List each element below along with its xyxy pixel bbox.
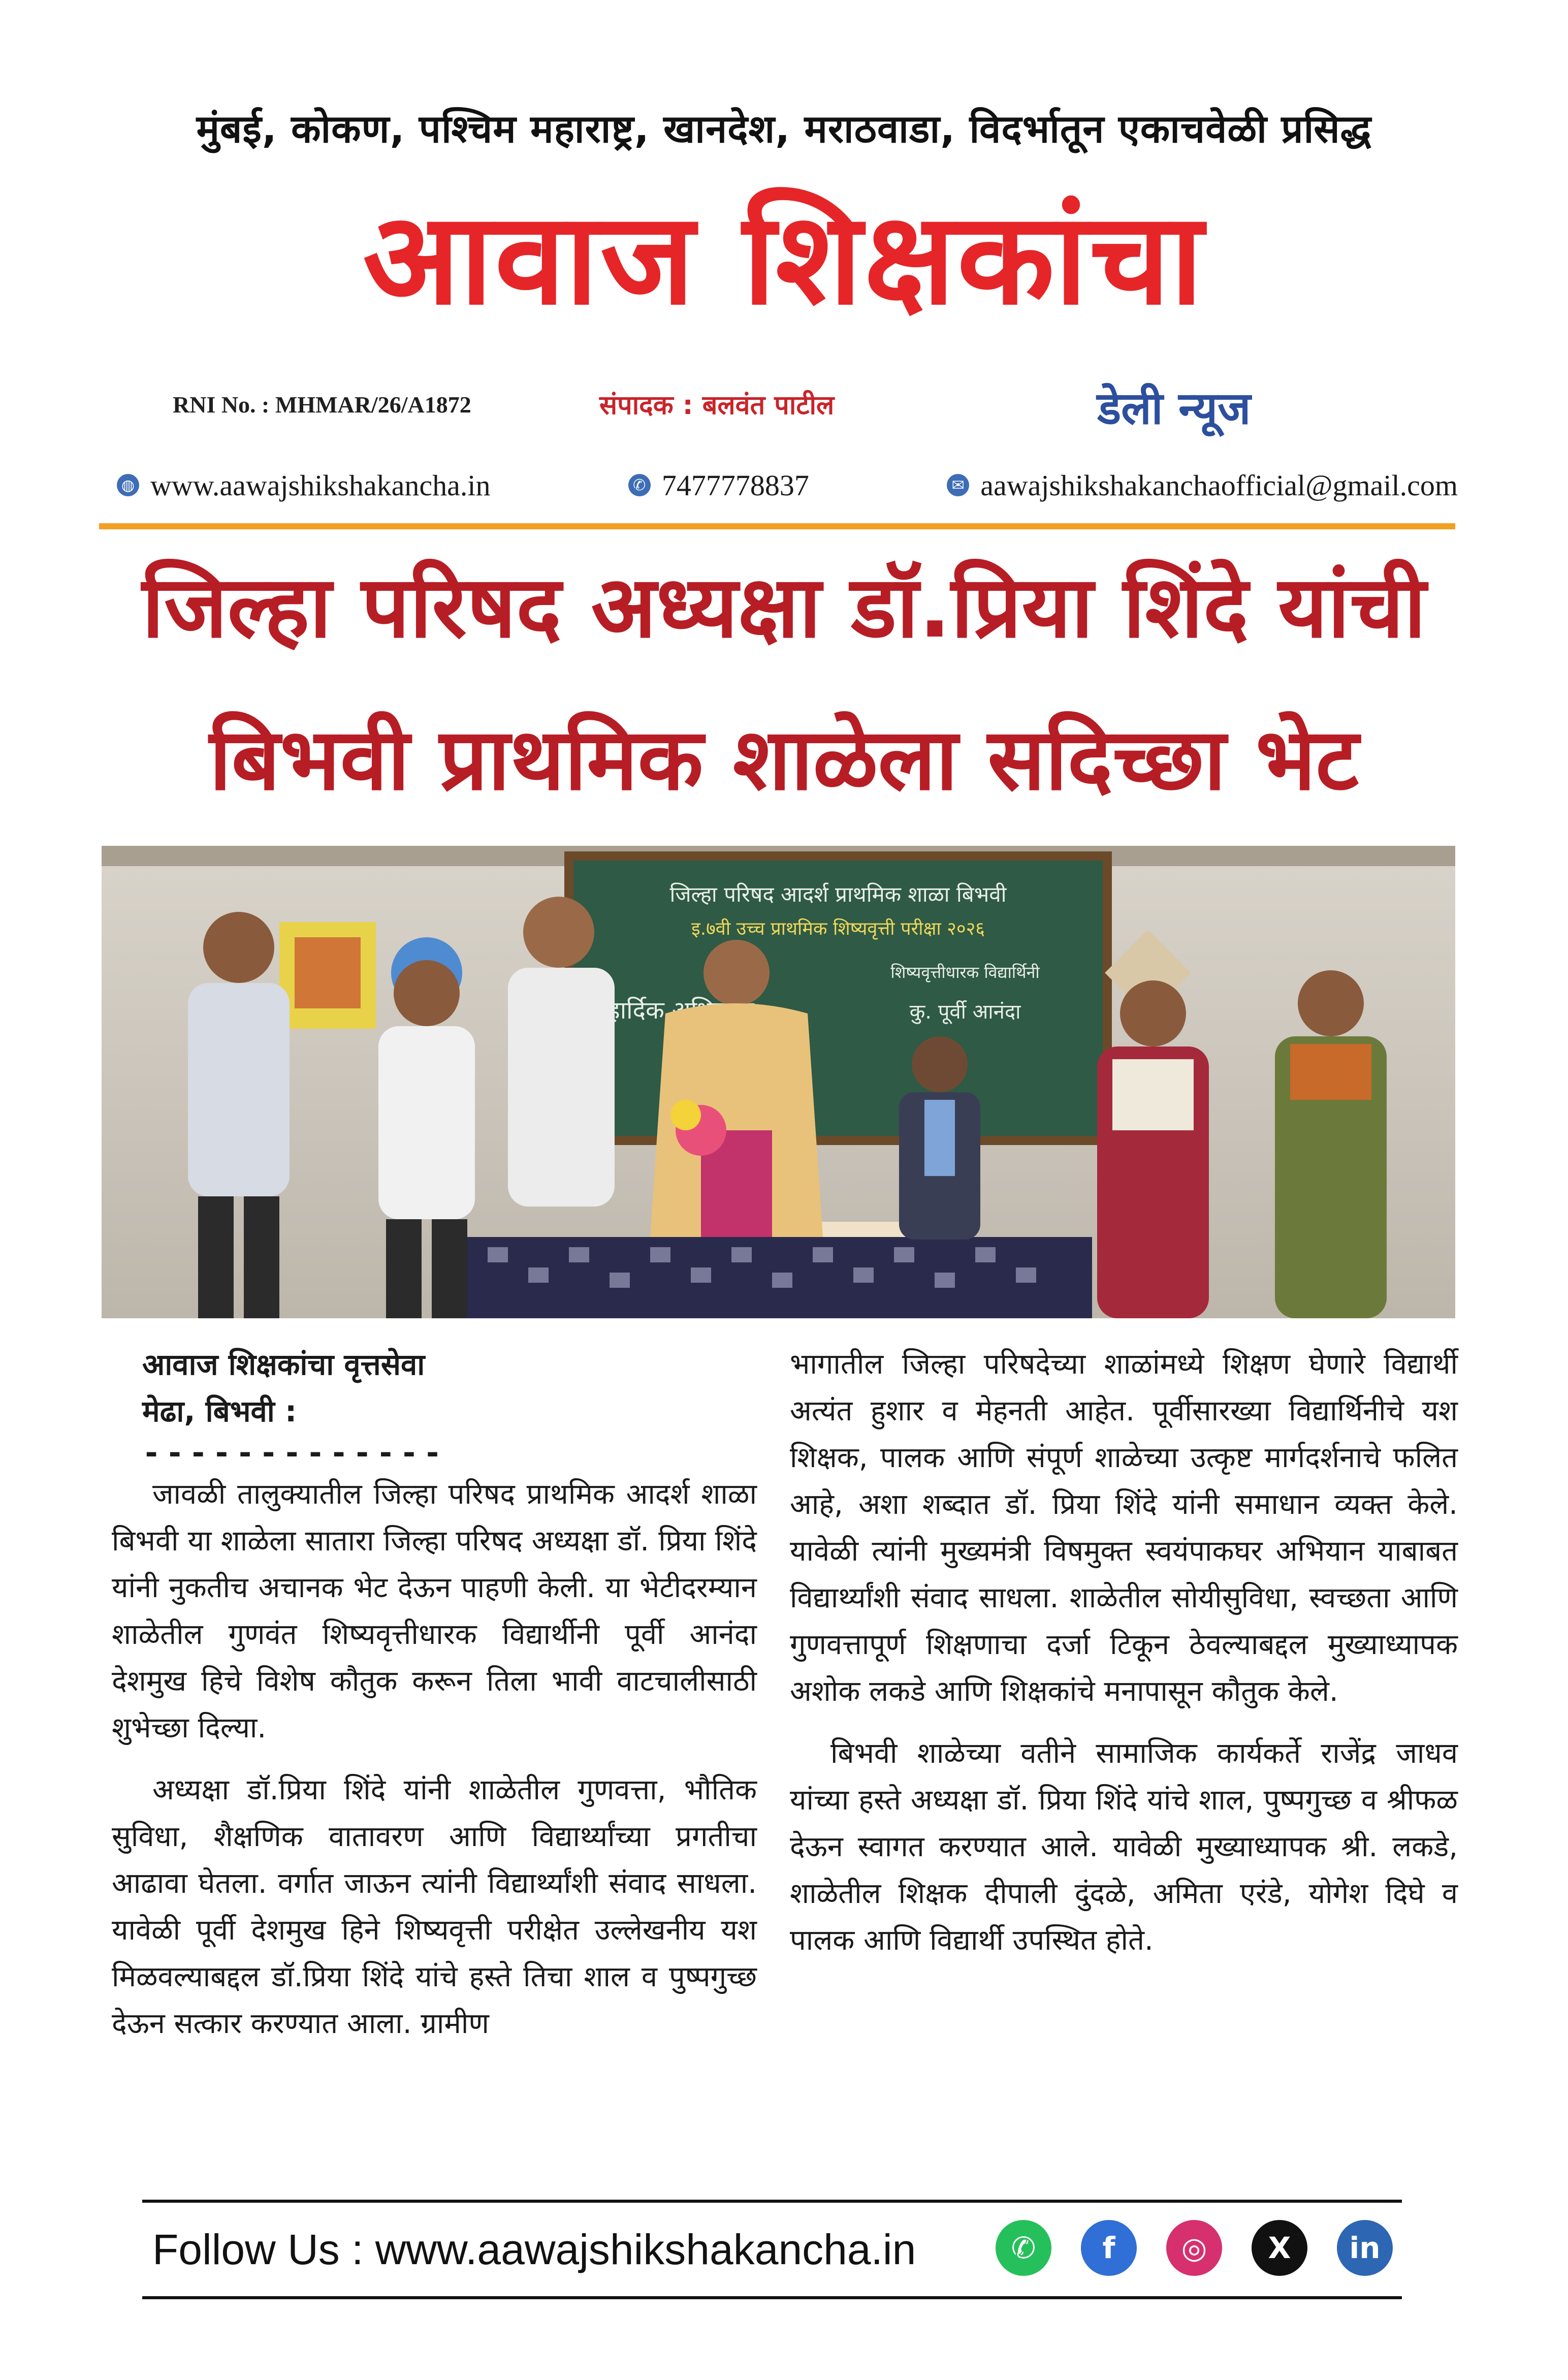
footer-rule-bottom xyxy=(142,2296,1402,2299)
paragraph-3: भागातील जिल्हा परिषदेच्या शाळांमध्ये शिक्षण घेणारे विद्यार्थी अत्यंत हुशार व मेहनती आहेत. पूर्वीसारख्या विद्यार्थिनीचे यश शिक्षक, पालक आणि संपूर्ण शाळेच्या उत्कृष्ट मार्गदर्शनाचे फलित आहे, अशा शब्दात डॉ. प्रिया शिंदे यांनी समाधान व्यक्त केले. यावेळी त्यांनी मुख्यमंत्री विषमुक्त स्वयंपाकघर अभियान याबाबत विद्यार्थ्यांशी संवाद साधला. शाळेतील सोयीसुविधा, स्वच्छता आणि गुणवत्तापूर्ण शिक्षणाचा दर्जा टिकून ठेवल्याबद्दल मुख्याध्यापक अशोक लकडे आणि शिक्षकांचे मनापासून कौतुक केले. xyxy=(790,1348,1458,1708)
masthead-title: आवाज शिक्षकांचा xyxy=(363,185,1205,333)
headline-line-2: बिभवी प्राथमिक शाळेला सदिच्छा भेट xyxy=(209,710,1359,809)
board-line-1: जिल्हा परिषद आदर्श प्राथमिक शाळा बिभवी xyxy=(669,882,1007,907)
phone-link[interactable] xyxy=(628,468,809,502)
board-line-5: कु. पूर्वी आनंदा xyxy=(909,1000,1021,1024)
phone-icon: ✆ xyxy=(628,474,651,496)
website-link[interactable] xyxy=(117,468,490,502)
footer-rule-top xyxy=(142,2200,1402,2203)
paragraph-1: जावळी तालुक्यातील जिल्हा परिषद प्राथमिक आदर्श शाळा बिभवी या शाळेला सातारा जिल्हा परिषद अध्यक्षा डॉ. प्रिया शिंदे यांनी नुकतीच अचानक भेट देऊन पाहणी केली. या भेटीदरम्यान शाळेतील गुणवंत शिष्यवृत्तीधारक विद्यार्थीनी पूर्वी आनंदा देशमुख हिचे विशेष कौतुक करून तिला भावी वाटचालीसाठी शुभेच्छा दिल्या. xyxy=(112,1478,757,1744)
rni-number: RNI No. : MHMAR/26/A1872 xyxy=(173,392,471,418)
news-photo xyxy=(102,846,1455,1318)
daily-news-label: डेली न्यूज xyxy=(1097,382,1251,434)
dateline: मेढा, बिभवी : xyxy=(142,1394,297,1429)
separator-dashes: ------------- xyxy=(142,1435,447,1471)
x-icon[interactable]: X xyxy=(1252,2220,1307,2276)
linkedin-icon[interactable]: in xyxy=(1337,2220,1393,2276)
board-line-3: शिष्यवृत्तीधारक विद्यार्थिनी xyxy=(890,963,1040,982)
editor-credit: संपादक : बलवंत पाटील xyxy=(599,390,835,421)
facebook-icon[interactable]: f xyxy=(1081,2220,1137,2276)
headline-line-1: जिल्हा परिषद अध्यक्षा डॉ.प्रिया शिंदे यांची xyxy=(142,557,1426,657)
paragraph-2: अध्यक्षा डॉ.प्रिया शिंदे यांनी शाळेतील गुणवत्ता, भौतिक सुविधा, शैक्षणिक वातावरण आणि विद्यार्थ्यांच्या प्रगतीचा आढावा घेतला. वर्गात जाऊन त्यांनी विद्यार्थ्यांशी संवाद साधला. यावेळी पूर्वी देशमुख हिने शिष्यवृत्ती परीक्षेत उल्लेखनीय यश मिळवल्याबद्दल डॉ.प्रिया शिंदे यांचे हस्ते तिचा शाल व पुष्पगुच्छ देऊन सत्कार करण्यात आला. ग्रामीण xyxy=(112,1773,757,2040)
whatsapp-icon[interactable]: ✆ xyxy=(996,2220,1051,2276)
email-link[interactable] xyxy=(947,468,1458,502)
header-divider xyxy=(99,523,1455,529)
tagline: मुंबई, कोकण, पश्चिम महाराष्ट्र, खानदेश, मराठवाडा, विदर्भातून एकाचवेळी प्रसिद्ध xyxy=(196,106,1372,151)
board-line-4: हार्दिक xyxy=(607,996,664,1025)
follow-us-text[interactable]: Follow Us : www.aawajshikshakancha.in xyxy=(152,2226,916,2273)
website-text: www.aawajshikshakancha.in xyxy=(150,468,491,502)
instagram-icon[interactable]: ◎ xyxy=(1166,2220,1222,2276)
email-text: aawajshikshakanchaofficial@gmail.com xyxy=(980,468,1458,502)
mail-icon: ✉ xyxy=(947,474,969,496)
paragraph-4: बिभवी शाळेच्या वतीने सामाजिक कार्यकर्ते राजेंद्र जाधव यांच्या हस्ते अध्यक्षा डॉ. प्रिया शिंदे यांचे शाल, पुष्पगुच्छ व श्रीफळ देऊन स्वागत करण्यात आले. यावेळी मुख्याध्यापक श्री. लकडे, शाळेतील शिक्षक दीपाली दुंदळे, अमिता एरंडे, योगेश दिघे व पालक आणि विद्यार्थी उपस्थित होते. xyxy=(790,1737,1458,1957)
article-column-right xyxy=(790,1341,1458,1964)
article-column-left xyxy=(112,1341,757,2047)
globe-icon: ◍ xyxy=(117,474,139,496)
board-line-2: इ.७वी उच्च प्राथमिक शिष्यवृत्ती परीक्षा २०२६ xyxy=(691,918,985,939)
social-icons xyxy=(996,2220,1393,2276)
phone-text: 7477778837 xyxy=(661,468,809,502)
news-agency: आवाज शिक्षकांचा वृत्तसेवा xyxy=(142,1347,425,1382)
contact-row xyxy=(117,462,1458,508)
